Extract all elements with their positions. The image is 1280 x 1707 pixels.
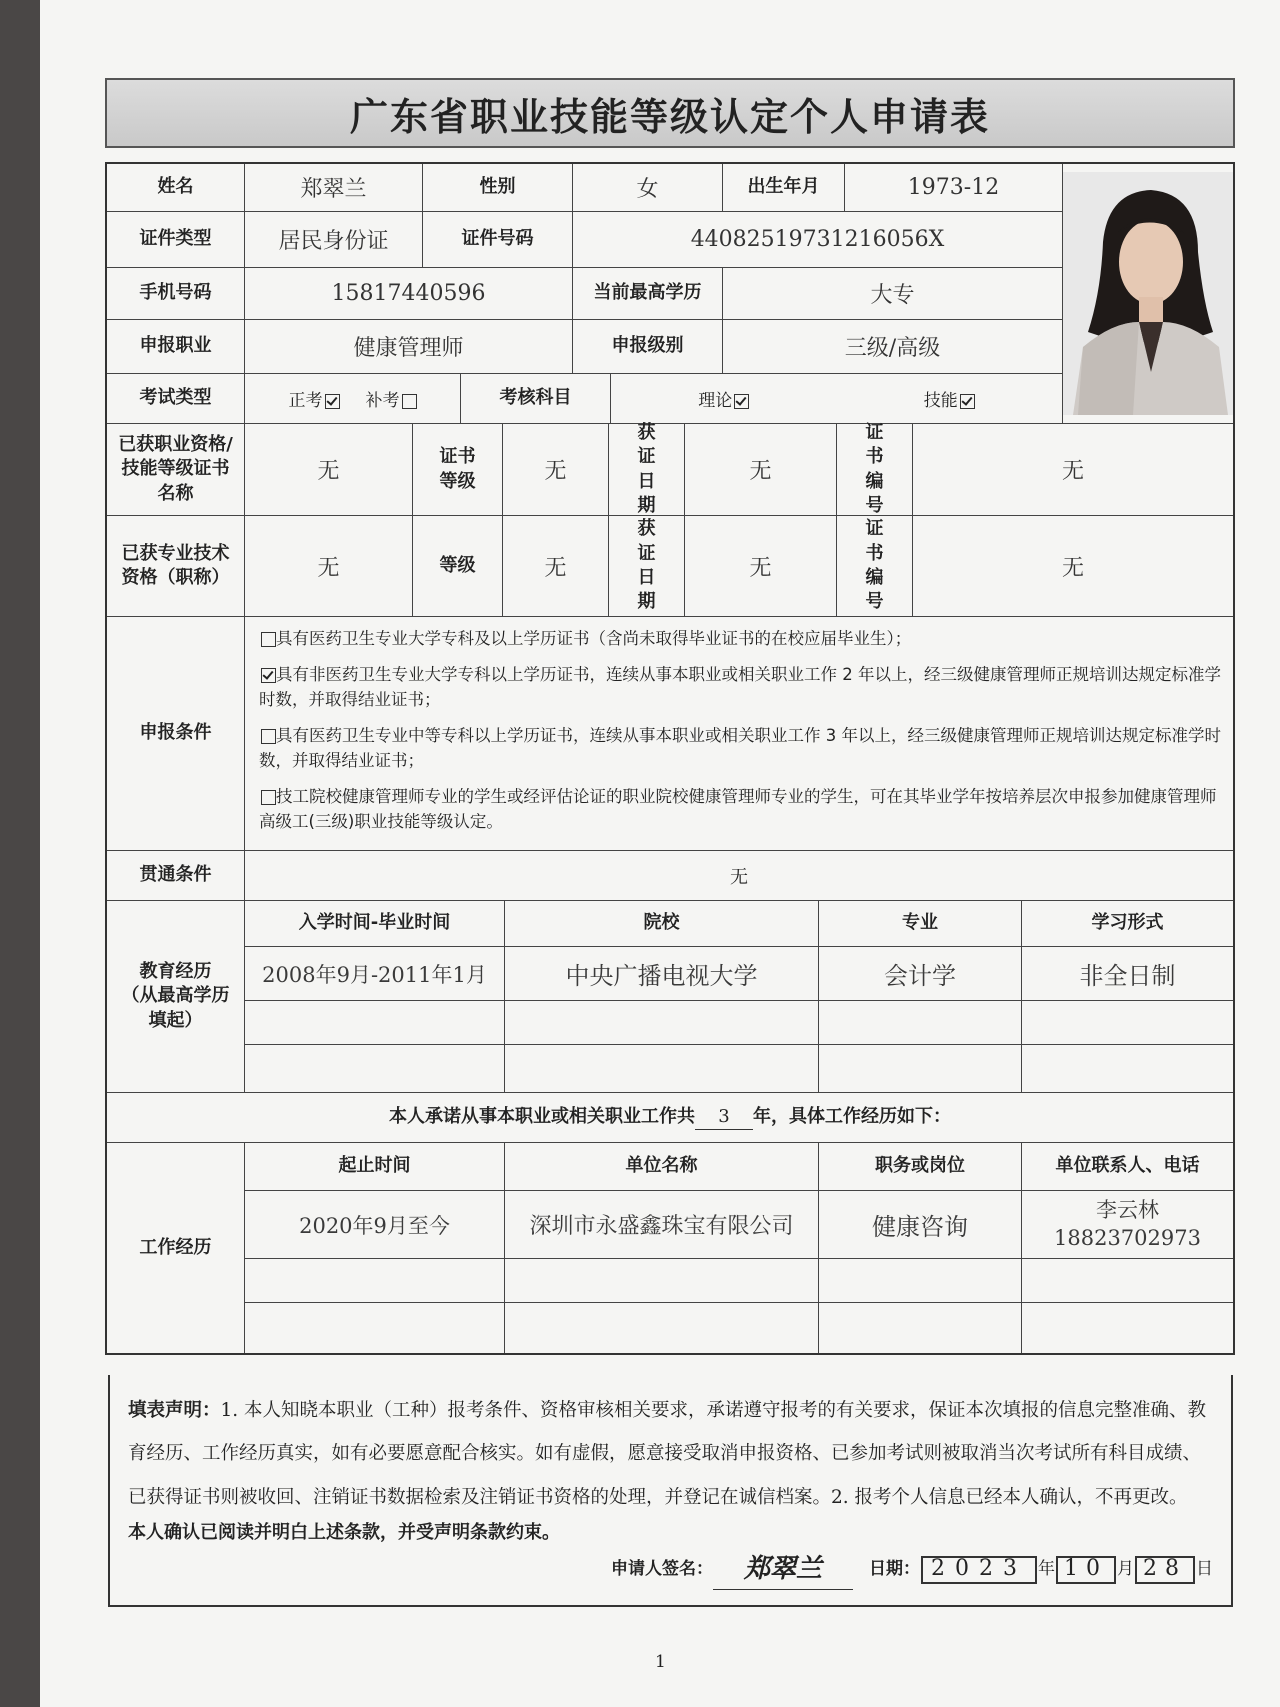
work-period-value: 2020年9月至今 [245, 1191, 505, 1258]
exam-type-makeup-label: 补考 [365, 391, 400, 411]
edu-empty-cell [819, 1045, 1022, 1092]
table-row [245, 947, 1233, 1001]
portrait-image [1063, 172, 1233, 415]
occupation-label: 申报职业 [107, 320, 245, 373]
checkbox-checked-icon[interactable] [734, 394, 749, 409]
month-unit: 月 [1117, 1559, 1134, 1580]
link-condition-row [107, 851, 1233, 901]
date-year-box[interactable]: 2023 [921, 1556, 1037, 1584]
cert2-date-label: 获证日期 [609, 516, 685, 616]
exam-subject-label: 考核科目 [461, 374, 611, 423]
subject-theory-label: 理论 [698, 391, 733, 411]
row-phone [107, 268, 1062, 320]
phone-label: 手机号码 [107, 268, 245, 319]
declaration-box [108, 1375, 1233, 1607]
work-empty-cell [245, 1303, 505, 1353]
education-header-row [245, 901, 1233, 947]
row-id [107, 212, 1062, 268]
work-empty-cell [1022, 1259, 1233, 1302]
edu-empty-cell [505, 1045, 819, 1092]
work-pledge-row [107, 1093, 1233, 1143]
edu-empty-cell [245, 1001, 505, 1044]
table-row [245, 1259, 1233, 1303]
id-no-label: 证件号码 [423, 212, 573, 267]
education-section [107, 901, 1233, 1093]
declaration-body: 1. 本人知晓本职业（工种）报考条件、资格审核相关要求，承诺遵守报考的有关要求，保证本次填报的信息完整准确、教育经历、工作经历真实，如有必要愿意配合核实。如有虚假，愿意接受取消申报资格、已参加考试则被取消当次考试所有科目成绩、已获得证书则被收回、注销证书数据检索及注销证书资格的处理，并登记在诚信档案。2. 报考个人信息已经本人确认，不再更改。 [128, 1400, 1207, 1508]
edu-col-period: 入学时间-毕业时间 [245, 901, 505, 946]
cert1-no-label: 证书编号 [837, 424, 913, 515]
work-position-value: 健康咨询 [819, 1191, 1022, 1258]
id-no-value: 44082519731216056X [690, 227, 945, 252]
table-row [245, 1001, 1233, 1045]
edu-major-value: 会计学 [819, 947, 1022, 1000]
condition-item [259, 723, 1221, 774]
cert1-grade-label: 证书等级 [413, 424, 503, 515]
subject-theory[interactable] [698, 386, 749, 411]
declaration-heading: 填表声明： [128, 1400, 221, 1421]
id-type-value: 居民身份证 [245, 212, 423, 267]
work-empty-cell [505, 1259, 819, 1302]
education-label: 教育经历 [139, 961, 212, 983]
work-empty-cell [819, 1303, 1022, 1353]
work-years-value: 3 [695, 1105, 753, 1130]
checkbox-empty-icon[interactable] [261, 729, 276, 744]
work-empty-cell [1022, 1303, 1233, 1353]
work-pledge [107, 1093, 1233, 1142]
birth-label: 出生年月 [723, 164, 845, 211]
work-label: 工作经历 [107, 1143, 245, 1353]
conditions-row [107, 617, 1233, 851]
link-condition-label: 贯通条件 [107, 851, 245, 900]
checkbox-empty-icon[interactable] [261, 790, 276, 805]
link-condition-value: 无 [730, 866, 748, 888]
cert1-grade-value: 无 [503, 424, 609, 515]
application-form [105, 162, 1235, 1355]
edu-empty-cell [819, 1001, 1022, 1044]
cert2-grade-label: 等级 [413, 516, 503, 616]
edu-col-major: 专业 [819, 901, 1022, 946]
exam-subject-options [611, 374, 1062, 423]
subject-skill-label: 技能 [923, 391, 958, 411]
work-contact-value: 李云林 18823702973 [1054, 1198, 1201, 1250]
year-unit: 年 [1038, 1559, 1055, 1580]
education-label: 当前最高学历 [573, 268, 723, 319]
table-row [245, 1045, 1233, 1092]
exam-type-label: 考试类型 [107, 374, 245, 423]
row-name [107, 164, 1062, 212]
work-header-row [245, 1143, 1233, 1191]
checkbox-empty-icon[interactable] [402, 394, 417, 409]
conditions-list [245, 617, 1233, 850]
day-unit: 日 [1196, 1559, 1213, 1580]
edu-col-mode: 学习形式 [1091, 912, 1164, 934]
checkbox-empty-icon[interactable] [261, 632, 276, 647]
gender-value: 女 [573, 164, 723, 211]
work-pledge-text-end: 年，具体工作经历如下： [753, 1106, 951, 1128]
level-label: 申报级别 [573, 320, 723, 373]
condition-text: 具有医药卫生专业大学专科及以上学历证书（含尚未取得毕业证书的在校应届毕业生）； [276, 629, 912, 649]
photo-cell [1063, 164, 1233, 423]
edu-mode-value: 非全日制 [1079, 962, 1176, 990]
signature-line [128, 1550, 1213, 1590]
cert2-name-value: 无 [245, 516, 413, 616]
cert2-no-value: 无 [1061, 555, 1084, 581]
birth-value: 1973-12 [907, 175, 1000, 200]
cert2-no-label: 证书编号 [837, 516, 913, 616]
education-sublabel: （从最高学历填起） [121, 985, 230, 1031]
cert-row-1 [107, 421, 1233, 516]
work-table [245, 1143, 1233, 1353]
page-number: 1 [655, 1652, 666, 1672]
work-section [107, 1143, 1233, 1353]
condition-text: 具有医药卫生专业中等专科以上学历证书，连续从事本职业或相关职业工作 3 年以上，经三级健康管理师正规培训达规定标准学时数，并取得结业证书； [259, 725, 1221, 771]
name-label: 姓名 [107, 164, 245, 211]
exam-type-makeup[interactable] [366, 386, 417, 411]
cert-row-2 [107, 516, 1233, 617]
work-pledge-text: 本人承诺从事本职业或相关职业工作共 [389, 1106, 695, 1128]
edu-empty-cell [1022, 1001, 1233, 1044]
work-col-contact: 单位联系人、电话 [1055, 1155, 1200, 1177]
applicant-photo [1063, 172, 1233, 415]
cert1-no-value: 无 [1061, 459, 1084, 484]
condition-item [259, 662, 1221, 713]
checkbox-checked-icon[interactable] [960, 394, 975, 409]
work-col-position: 职务或岗位 [819, 1143, 1022, 1190]
sign-label: 申请人签名： [611, 1559, 713, 1580]
edu-school-value: 中央广播电视大学 [505, 947, 819, 1000]
applicant-signature[interactable]: 郑翠兰 [713, 1550, 853, 1590]
exam-type-options [245, 374, 461, 423]
cert1-date-value: 无 [685, 424, 837, 515]
checkbox-checked-icon[interactable] [325, 394, 340, 409]
date-label: 日期： [869, 1559, 920, 1580]
checkbox-checked-icon[interactable] [261, 668, 276, 683]
edu-empty-cell [245, 1045, 505, 1092]
table-row [245, 1303, 1233, 1353]
edu-col-school: 院校 [505, 901, 819, 946]
declaration-text [128, 1389, 1213, 1519]
work-empty-cell [505, 1303, 819, 1353]
row-occupation [107, 320, 1062, 374]
date-month-box[interactable]: 10 [1056, 1556, 1116, 1584]
edu-period-value: 2008年9月-2011年1月 [245, 947, 505, 1000]
condition-text: 具有非医药卫生专业大学专科以上学历证书，连续从事本职业或相关职业工作 2 年以上，经三级健康管理师正规培训达规定标准学时数，并取得结业证书； [259, 664, 1221, 710]
occupation-value: 健康管理师 [245, 320, 573, 373]
condition-item [259, 784, 1221, 835]
gender-label: 性别 [423, 164, 573, 211]
work-empty-cell [245, 1259, 505, 1302]
condition-text: 技工院校健康管理师专业的学生或经评估论证的职业院校健康管理师专业的学生，可在其毕业学年按培养层次申报参加健康管理师高级工(三级)职业技能等级认定。 [259, 786, 1217, 832]
form-title: 广东省职业技能等级认定个人申请表 [349, 94, 990, 139]
date-day-box[interactable]: 28 [1135, 1556, 1195, 1584]
cert2-label: 已获专业技术资格（职称） [107, 516, 245, 616]
cert1-label: 已获职业资格/技能等级证书名称 [107, 424, 245, 515]
education-value: 大专 [870, 283, 915, 308]
personal-info-rows [107, 164, 1063, 423]
cert2-date-value: 无 [685, 516, 837, 616]
table-row [245, 1191, 1233, 1259]
education-table [245, 901, 1233, 1092]
conditions-label: 申报条件 [107, 617, 245, 850]
work-col-company: 单位名称 [505, 1143, 819, 1190]
phone-value: 15817440596 [245, 268, 573, 319]
education-label-cell [107, 901, 245, 1092]
cert1-date-label: 获证日期 [609, 424, 685, 515]
name-value: 郑翠兰 [245, 164, 423, 211]
subject-skill[interactable] [924, 386, 975, 411]
level-value: 三级/高级 [844, 336, 941, 361]
edu-empty-cell [1022, 1045, 1233, 1092]
row-exam [107, 374, 1062, 423]
declaration-confirm: 本人确认已阅读并明白上述条款，并受声明条款约束。 [128, 1522, 560, 1544]
work-empty-cell [819, 1259, 1022, 1302]
edu-empty-cell [505, 1001, 819, 1044]
exam-type-regular-label: 正考 [288, 391, 323, 411]
work-col-period: 起止时间 [245, 1143, 505, 1190]
cert1-name-value: 无 [245, 424, 413, 515]
id-type-label: 证件类型 [107, 212, 245, 267]
condition-item [259, 626, 911, 652]
work-company-value: 深圳市永盛鑫珠宝有限公司 [505, 1191, 819, 1258]
exam-type-regular[interactable] [289, 386, 340, 411]
personal-info-block [107, 164, 1233, 424]
cert2-grade-value: 无 [503, 516, 609, 616]
form-title-bar [105, 78, 1235, 148]
